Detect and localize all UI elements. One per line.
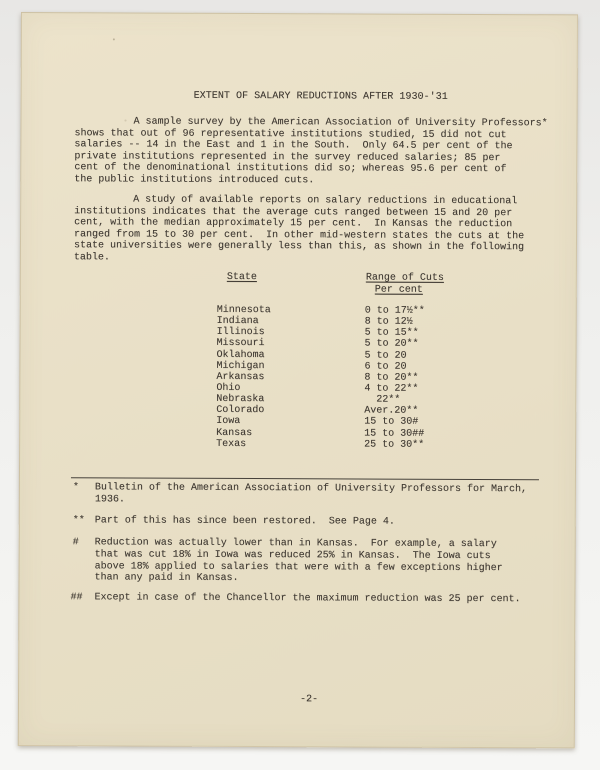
footnote-marker: # [72, 537, 79, 549]
text-line: table. [73, 252, 110, 264]
range-cell: 25 to 30** [364, 439, 425, 451]
range-cell: 0 to 17½** [364, 305, 425, 317]
text-line: state universities were generally less than this, as shown in the following [73, 240, 525, 254]
footnote-bulletin [20, 482, 577, 506]
paragraph-study-reports [74, 194, 554, 266]
state-cell: Colorado [216, 405, 265, 417]
column-header-percent: Per cent [374, 284, 423, 296]
text-line: cent, with the median approximately 15 per cent. In Kansas the reduction [74, 217, 513, 231]
footnote-chancellor [19, 592, 576, 606]
footnote-restored [20, 515, 577, 528]
range-cell: 15 to 30## [364, 428, 425, 440]
state-cell: Kansas [216, 427, 253, 439]
range-cell: 4 to 22** [364, 383, 419, 395]
column-header-range: Range of Cuts [365, 272, 444, 284]
text-line: A sample survey by the American Association of University Professors* [133, 116, 548, 130]
state-cell: Illinois [216, 327, 265, 339]
range-cell: 22** [364, 394, 401, 406]
column-header-state: State [226, 271, 257, 284]
range-cell: 6 to 20 [364, 361, 407, 373]
state-cell: Missouri [216, 338, 265, 350]
footnote-iowa-reduction [20, 537, 577, 585]
footnote-marker: ** [72, 515, 85, 527]
footnote-divider [71, 477, 539, 480]
text-line: that was cut 18% in Iowa was reduced 25% in Kansas. The Iowa cuts [94, 549, 491, 562]
text-line: 1936. [94, 494, 125, 506]
page-title: EXTENT OF SALARY REDUCTIONS AFTER 1930-'31 [193, 90, 448, 103]
text-line: private institutions represented in the survey reduced salaries; 85 per [74, 151, 501, 164]
state-cell: Oklahoma [216, 349, 265, 361]
state-cell: Iowa [216, 416, 241, 428]
text-line: Except in case of the Chancellor the maximum reduction was 25 per cent. [94, 592, 521, 606]
range-cell: 5 to 20 [364, 350, 407, 362]
text-line: above 18% applied to salaries that were with a few exceptions higher [94, 560, 503, 574]
text-line: the public institutions introduced cuts. [74, 174, 315, 187]
table-row [20, 438, 577, 452]
text-line: cent of the denominational institutions did so; whereas 95.6 per cent of [74, 162, 507, 176]
state-cell: Arkansas [216, 371, 265, 383]
text-line: salaries -- 14 in the East and 1 in the South. Only 64.5 per cent of the [74, 139, 513, 153]
range-cell: 8 to 20** [364, 372, 419, 384]
table-body [20, 304, 578, 451]
text-line: Reduction was actually lower than in Kansas. For example, a salary [94, 537, 497, 551]
text-line: A study of available reports on salary reductions in educational [133, 194, 518, 208]
range-cell: 5 to 20** [364, 338, 419, 351]
footnote-marker: ## [70, 592, 83, 604]
range-cell: 15 to 30# [364, 416, 419, 429]
text-line: institutions indicates that the average cuts ranged between 15 and 20 per [74, 205, 513, 219]
paper-speck [113, 38, 115, 40]
range-cell: 5 to 15** [364, 327, 419, 340]
text-line: than any paid in Kansas. [94, 572, 239, 585]
document-page [18, 12, 578, 748]
text-line: Bulletin of the American Association of University Professors for March, [94, 482, 528, 496]
state-cell: Ohio [216, 382, 241, 394]
footnote-marker: * [72, 482, 79, 494]
range-cell: 8 to 12½ [364, 316, 413, 328]
paragraph-sample-survey [74, 116, 554, 188]
state-cell: Texas [216, 438, 247, 450]
text-line: shows that out of 96 representative institutions studied, 15 did not cut [74, 127, 507, 141]
page-number: -2- [299, 694, 319, 706]
text-line: ranged from 15 to 30 per cent. In other mid-western states the cuts at the [74, 229, 525, 242]
state-cell: Michigan [216, 360, 265, 372]
state-cell: Indiana [216, 315, 259, 328]
text-line: Part of this has since been restored. See Page 4. [94, 515, 395, 528]
state-cell: Nebraska [216, 393, 265, 406]
state-cell: Minnesota [216, 304, 271, 317]
range-cell: Aver.20** [364, 405, 419, 418]
